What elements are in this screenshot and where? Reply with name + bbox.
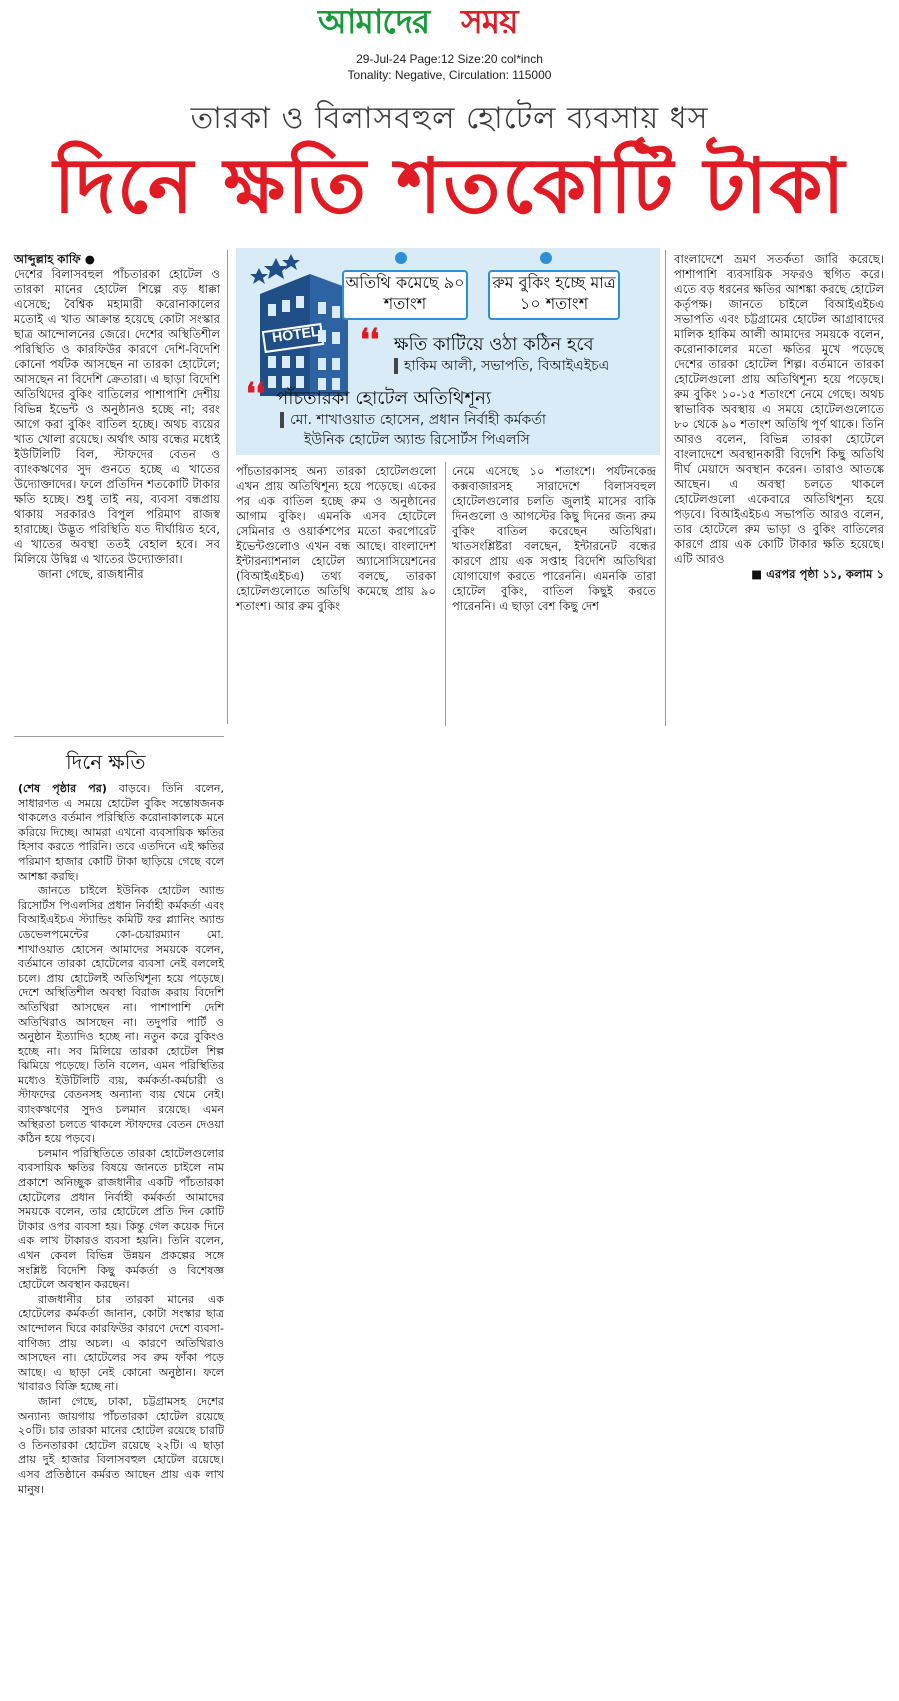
quote-2-bar xyxy=(280,412,284,428)
clipping-meta-tonality: Tonality: Negative, Circulation: 115000 xyxy=(347,68,552,82)
quote-2-text: পাঁচতারকা হোটেল অতিথিশূন্য xyxy=(276,388,492,409)
infographic-box xyxy=(236,248,660,455)
stat-bookings-text: রুম বুকিং হচ্ছে মাত্র ১০ শতাংশ xyxy=(492,273,616,313)
column-divider xyxy=(445,462,446,726)
continuation-column xyxy=(18,782,224,1678)
article-kicker: তারকা ও বিলাসবহুল হোটেল ব্যবসায় ধস xyxy=(190,101,709,136)
hotel-sign-text: HOTEL xyxy=(271,322,321,346)
article-column-2 xyxy=(236,464,436,726)
clipping-meta-date: 29-Jul-24 Page:12 Size:20 col*inch xyxy=(356,52,543,66)
continued-on-jump: ■ এরপর পৃষ্ঠা ১১, কলাম ১ xyxy=(751,567,884,581)
newspaper-logo xyxy=(318,2,584,42)
section-divider xyxy=(14,736,224,737)
continuation-paragraph-1: বাড়বে। তিনি বলেন, সাধারণত এ সময়ে হোটেল বুকিং সন্তোষজনক থাকলেও বর্তমান পরিস্থিতি করোনাকালকে মনে করিয়ে দিচ্ছে। আমরা এখনো ব্যবসায়িক ক্ষতির হিসাব করতে পারিনি। তবে এতদিনে এই ক্ষতির পরিমাণ হাজার কোটি টাকা ছাড়িয়ে গেছে বলে আশঙ্কা করছি। xyxy=(18,782,224,883)
continuation-title: দিনে ক্ষতি xyxy=(66,750,146,774)
continued-from-label: (শেষ পৃষ্ঠার পর) xyxy=(18,782,107,795)
continuation-paragraph-2: জানতে চাইলে ইউনিক হোটেল অ্যান্ড রিসোর্টস পিএলসির প্রধান নির্বাহী কর্মকর্তা এবং বিআইএইচএ স্ট্যান্ডিং কমিটি ফর প্ল্যানিং অ্যান্ড ডেভেলপমেন্টের কো-চেয়ারম্যান মো. শাখাওয়াত হোসেন আমাদের সময়কে বলেন, বর্তমানে তারকা হোটেলের ব্যবসা নেই বললেই চলে। প্রায় হোটেলই অতিথিশূন্য হয়ে পড়েছে। দেশে অস্থিতিশীল অবস্থা বিরাজ করায় বিদেশি অতিথিরা আসছেন না। পাশাপাশি দেশি অতিথিরাও আসছেন না। তদুপরি পার্টি ও অনুষ্ঠান ইত্যাদিও হচ্ছে না। নতুন করে বুকিংও হচ্ছে না। সব মিলিয়ে তারকা হোটেল শিল্প ঝিমিয়ে পড়েছে। তিনি বলেন, এমন পরিস্থিতির মধ্যেও ইউটিলিটি ব্যয়, কর্মকর্তা-কর্মচারী ও স্টাফদের বেতনসহ অন্যান্য ব্যয় থেমে নেই। ব্যাংকঋণের সুদও চলমান রয়েছে। এমন অস্থিরতা চলতে থাকলে স্টাফদের বেতন দেওয়া কঠিন হয়ে পড়বে। xyxy=(18,884,224,1146)
stat-box-guests xyxy=(342,270,468,320)
quote-1-icon: ❛❛ xyxy=(360,323,380,358)
column-2-text: পাঁচতারকাসহ অন্য তারকা হোটেলগুলো এখন প্রায় অতিথিশূন্য হয়ে পড়েছে। একের পর এক বাতিল হচ্ছে রুম ও অনুষ্ঠানের আগাম বুকিং। এমনকি এসব হোটেলে সেমিনার ও ওয়ার্কশপের মতো করপোরেট ইভেন্টগুলোও এখন বন্ধ আছে। বাংলাদেশ ইন্টারন্যাশনাল হোটেল অ্যাসোসিয়েশনের (বিআইএইচএ) তথ্য বলছে, তারকা হোটেলগুলোতে অতিথি কমেছে প্রায় ৯০ শতাংশ। আর রুম বুকিং xyxy=(236,464,436,613)
stat-2-marker-icon xyxy=(540,252,552,264)
article-column-3 xyxy=(452,464,656,726)
quote-2-icon: ❛❛ xyxy=(246,377,266,412)
article-column-4 xyxy=(674,252,884,726)
column-3-text: নেমে এসেছে ১০ শতাংশে। পর্যটনকেন্দ্র কক্সবাজারসহ সারাদেশে বিলাসবহুল হোটেলগুলোর চলতি জুলাই মাসের বাকি দিনগুলো ও আগস্টের কিছু দিনের জন্য রুম বুকিং বাতিল করেছেন অতিথিরা। খাতসংশ্লিষ্টরা বলছেন, ইন্টারনেট বন্ধের কারণে প্রায় এক সপ্তাহ বিদেশি অতিথিরা যোগাযোগ করতে পারেননি। এমনকি তারা হোটেল বুকিং, বাতিল কিছুই করতে পারেননি। এ ছাড়া বেশ কিছু দেশ xyxy=(452,464,656,613)
byline: আব্দুল্লাহ কাফি ● xyxy=(14,252,95,266)
article-column-1 xyxy=(14,252,220,726)
column-divider xyxy=(227,250,228,724)
logo-text-part1: আমাদের xyxy=(318,2,430,41)
column-divider xyxy=(665,250,666,726)
stat-1-marker-icon xyxy=(395,252,407,264)
stat-box-bookings xyxy=(488,270,620,320)
quote-1-text: ক্ষতি কাটিয়ে ওঠা কঠিন হবে xyxy=(394,334,594,355)
article-headline: দিনে ক্ষতি শতকোটি টাকা xyxy=(53,141,847,230)
column-4-text: বাংলাদেশে ভ্রমণ সতর্কতা জারি করেছে। পাশাপাশি ব্যবসায়িক সফরও স্থগিত করে। এতে বড় ধরনের ক্ষতির আশঙ্কা করছে হোটেল কর্তৃপক্ষ। জানতে চাইলে বিআইএইচএ সভাপতি এবং চট্টগ্রামের হোটেল আগ্রাবাদের মালিক হাকিম আলী আমাদের সময়কে বলেন, করোনাকালের মতো ক্ষতির মুখে পড়েছে দেশের তারকা হোটেল শিল্প। বর্তমানে তারকা হোটেলগুলো প্রায় অতিথিশূন্য হয়ে পড়েছে। রুম বুকিং ১০-১৫ শতাংশে নেমে গেছে। অথচ স্বাভাবিক অবস্থায় এ সময়ে হোটেলগুলোতে ৮০ থেকে ৯০ শতাংশ অতিথি পূর্ণ থাকে। তিনি আরও বলেন, বিভিন্ন তারকা হোটেলে বাংলাদেশে অবস্থানকারী বিদেশি কিছু অতিথি দীর্ঘ মেয়াদে অবস্থান করেন। তারাও আতঙ্কে আছেন। এ অবস্থা চলতে থাকলে হোটেলগুলো একেবারে অতিথিশূন্য হয়ে পড়বে। বিআইএইচএ সভাপতি আরও বলেন, তার হোটেলে রুম ভাড়া ও বুকিং বাতিলের কারণে প্রায় এক কোটি টাকার ক্ষতি হয়েছে। এটি আরও xyxy=(674,252,884,566)
quote-2-attribution-line2: ইউনিক হোটেল অ্যান্ড রিসোর্টস পিএলসি xyxy=(304,432,530,448)
continuation-paragraph-3: চলমান পরিস্থিতিতে তারকা হোটেলগুলোর ব্যবসায়িক ক্ষতির বিষয়ে জানতে চাইলে নাম প্রকাশে অনিচ্ছুক রাজধানীর একটি পাঁচতারকা হোটেলের প্রধান নির্বাহী কর্মকর্তা আমাদের সময়কে বলেন, তার হোটেলে প্রতি দিন কোটি টাকার ওপর ব্যবসা হয়। কিন্তু গেল কয়েক দিনে এক লাখ টাকারও ব্যবসা হয়নি। তিনি বলেন, এখন কেবল বিভিন্ন উন্নয়ন প্রকল্পের সঙ্গে সংশ্লিষ্ট বিদেশি কিছু কর্মকর্তা ও বিশেষজ্ঞ হোটেলে অবস্থান করছেন। xyxy=(18,1146,224,1292)
logo-text-part2: সময় xyxy=(461,2,518,41)
column-1-text: দেশের বিলাসবহুল পাঁচতারকা হোটেল ও তারকা মানের হোটেল শিল্পে বড় ধাক্কা এসেছে; বৈশ্বিক মহামারী করোনাকালের মতোই এ খাত আক্রান্ত হয়েছে কোটা সংস্কার ছাত্র আন্দোলনের জেরে। দেশের অস্থিতিশীল পরিস্থিতি ও কারফিউর কারণে দেশি-বিদেশি কোনো পর্যটক আসছেন না তারকা হোটেলে; আসছেন না বিদেশি ক্রেতারা। এ ছাড়া বিদেশি অতিথিদের বুকিং বাতিলের পাশাপাশি দেশীয় বিভিন্ন ইভেন্ট ও অনুষ্ঠানও হচ্ছে না; বরং আগে করা বুকিং বাতিল হচ্ছে। অথচ ব্যয়ের খাত খোলা রয়েছে। অর্থাৎ আয় বন্ধের মধ্যেই ইউটিলিটি বিল, স্টাফদের বেতন ও ব্যাংকঋণের সুদ গুনতে হচ্ছে এ খাতের উদ্যোক্তাদের। ফলে প্রতিদিন শতকোটি টাকার ক্ষতি হচ্ছে। শুধু তাই নয়, ব্যবসা বন্ধপ্রায় থাকায় সরকারও বিপুল পরিমাণ রাজস্ব হারাচ্ছে। উদ্ভূত পরিস্থিতি যত দীর্ঘায়িত হবে, এ খাতের অবস্থা ততই বেহাল হবে। সব মিলিয়ে উদ্বিগ্ন এ খাতের উদ্যোক্তারা। xyxy=(14,267,220,566)
continuation-paragraph-5: জানা গেছে, ঢাকা, চট্টগ্রামসহ দেশের অন্যান্য জায়গায় পাঁচতারকা হোটেল রয়েছে ২০টি। চার তারকা মানের হোটেল রয়েছে চারটি ও তিনতারকা হোটেল রয়েছে ২২টি। এ ছাড়া প্রায় দুই হাজার বিলাসবহুল হোটেল রয়েছে। এসব প্রতিষ্ঠানে কর্মরত আছেন প্রায় এক লাখ মানুষ। xyxy=(18,1394,224,1496)
quote-2-attribution-line1: মো. শাখাওয়াত হোসেন, প্রধান নির্বাহী কর্মকর্তা xyxy=(290,412,546,428)
quote-1-attribution: হাকিম আলী, সভাপতি, বিআইএইচএ xyxy=(404,358,610,374)
continuation-paragraph-4: রাজধানীর চার তারকা মানের এক হোটেলের কর্মকর্তা জানান, কোটা সংস্কার ছাত্র আন্দোলন ঘিরে কারফিউর কারণে দেশে ব্যবসা-বাণিজ্য প্রায় অচল। এ কারণে অতিথিরাও আসছেন না। হোটেলের সব রুম ফাঁকা পড়ে আছে। এ ছাড়া নেই কোনো অনুষ্ঠান। ফলে খাবারও বিক্রি হচ্ছে না। xyxy=(18,1292,224,1394)
stat-guests-text: অতিথি কমেছে ৯০ শতাংশ xyxy=(345,273,465,313)
column-1-end: জানা গেছে, রাজধানীর xyxy=(38,567,144,581)
quote-1-bar xyxy=(394,358,398,374)
